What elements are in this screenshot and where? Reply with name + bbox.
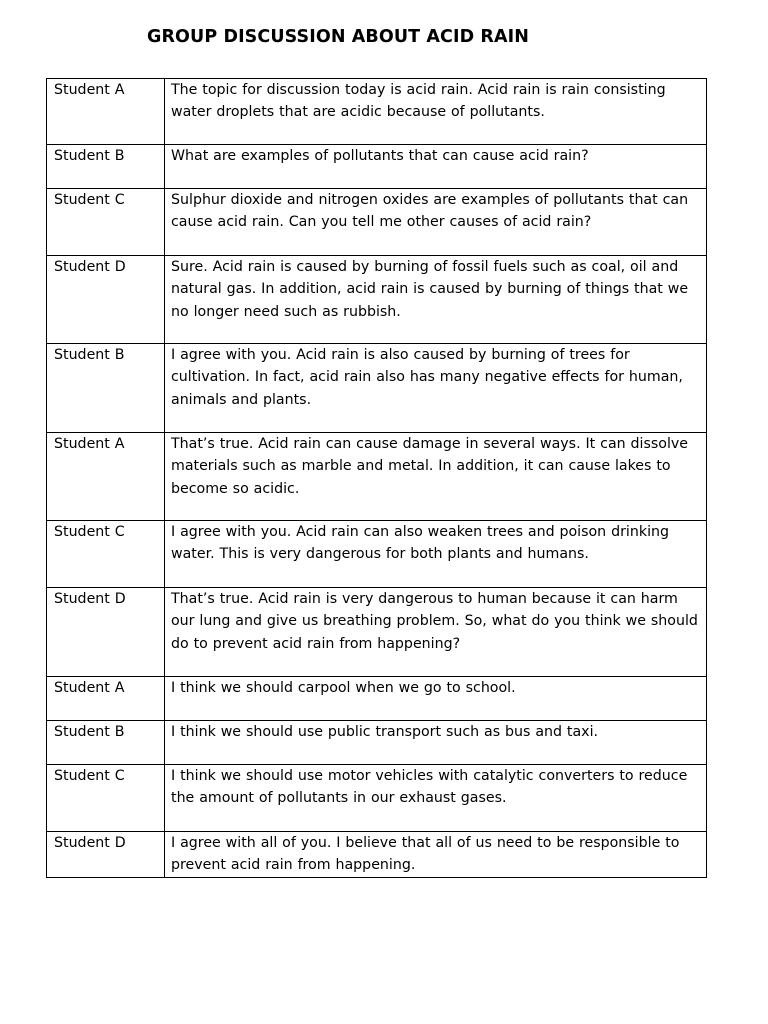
dialogue-cell: I agree with all of you. I believe that all of us need to be responsible to prevent acid rain from happening.: [165, 832, 707, 878]
table-row: [47, 832, 707, 878]
dialogue-cell: I agree with you. Acid rain can also weaken trees and poison drinking water. This is very dangerous for both plants and humans.: [165, 521, 707, 588]
table-row: [47, 677, 707, 721]
dialogue-cell: I think we should use public transport such as bus and taxi.: [165, 721, 707, 765]
dialogue-cell: What are examples of pollutants that can cause acid rain?: [165, 145, 707, 189]
discussion-table: [46, 78, 707, 878]
dialogue-cell: I think we should use motor vehicles with catalytic converters to reduce the amount of pollutants in our exhaust gases.: [165, 765, 707, 832]
table-row: [47, 79, 707, 145]
speaker-cell: Student D: [47, 256, 165, 344]
dialogue-cell: The topic for discussion today is acid rain. Acid rain is rain consisting water droplets that are acidic because of pollutants.: [165, 79, 707, 145]
dialogue-cell: I agree with you. Acid rain is also caused by burning of trees for cultivation. In fact, acid rain also has many negative effects for human, animals and plants.: [165, 344, 707, 433]
table-row: [47, 765, 707, 832]
speaker-cell: Student C: [47, 189, 165, 256]
speaker-cell: Student A: [47, 433, 165, 521]
dialogue-cell: That’s true. Acid rain is very dangerous to human because it can harm our lung and give us breathing problem. So, what do you think we should do to prevent acid rain from happening?: [165, 588, 707, 677]
dialogue-cell: Sulphur dioxide and nitrogen oxides are examples of pollutants that can cause acid rain. Can you tell me other causes of acid rain?: [165, 189, 707, 256]
speaker-cell: Student B: [47, 145, 165, 189]
page-title: GROUP DISCUSSION ABOUT ACID RAIN: [147, 27, 529, 47]
speaker-cell: Student D: [47, 588, 165, 677]
speaker-cell: Student C: [47, 765, 165, 832]
dialogue-cell: I think we should carpool when we go to school.: [165, 677, 707, 721]
table-row: [47, 189, 707, 256]
table-row: [47, 256, 707, 344]
speaker-cell: Student A: [47, 79, 165, 145]
table-row: [47, 521, 707, 588]
speaker-cell: Student D: [47, 832, 165, 878]
speaker-cell: Student A: [47, 677, 165, 721]
table-row: [47, 344, 707, 433]
speaker-cell: Student B: [47, 721, 165, 765]
table-row: [47, 145, 707, 189]
table-row: [47, 721, 707, 765]
dialogue-cell: That’s true. Acid rain can cause damage in several ways. It can dissolve materials such as marble and metal. In addition, it can cause lakes to become so acidic.: [165, 433, 707, 521]
speaker-cell: Student B: [47, 344, 165, 433]
table-row: [47, 588, 707, 677]
dialogue-cell: Sure. Acid rain is caused by burning of fossil fuels such as coal, oil and natural gas. In addition, acid rain is caused by burning of things that we no longer need such as rubbish.: [165, 256, 707, 344]
speaker-cell: Student C: [47, 521, 165, 588]
table-row: [47, 433, 707, 521]
